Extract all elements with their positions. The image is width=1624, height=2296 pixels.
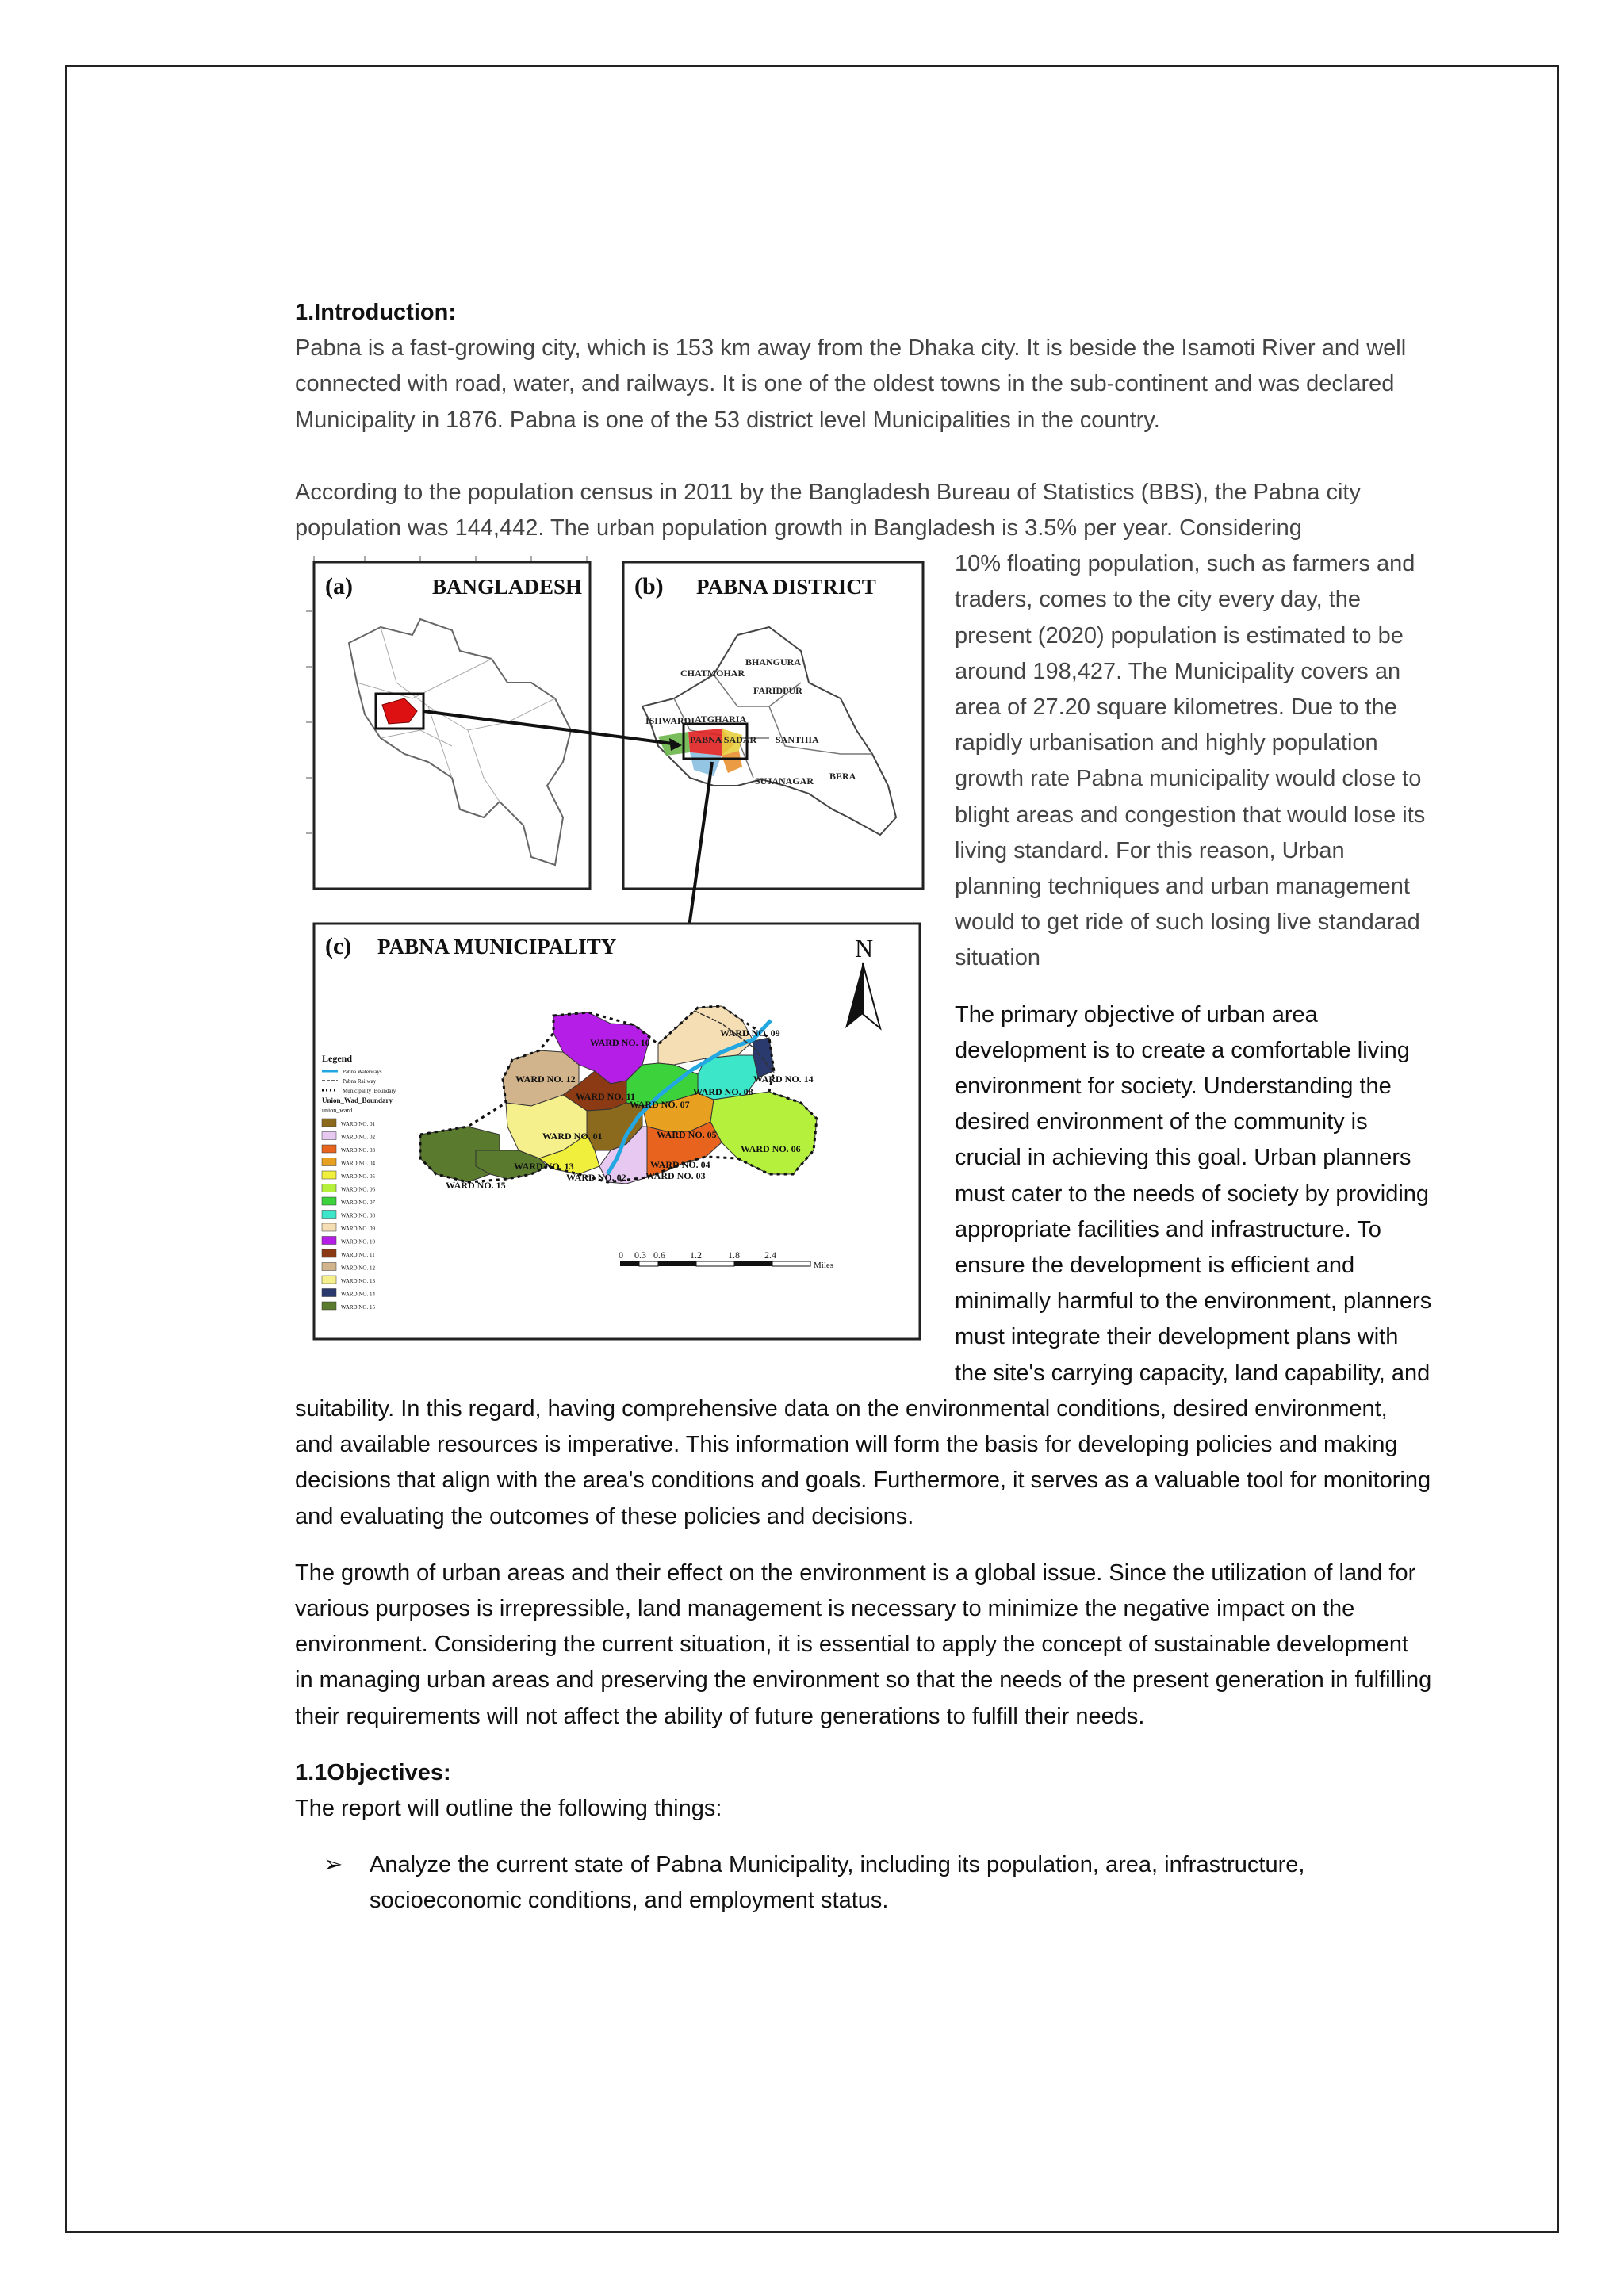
upazila-label: PABNA SADAR xyxy=(690,734,757,746)
legend-swatch xyxy=(322,1197,336,1205)
legend-swatch-label: WARD NO. 05 xyxy=(341,1173,375,1181)
legend-swatch-label: WARD NO. 12 xyxy=(341,1265,375,1272)
map-panel-bangladesh xyxy=(306,556,590,889)
ward-label: WARD NO. 04 xyxy=(650,1159,710,1171)
upazila-label: SANTHIA xyxy=(776,734,819,746)
legend-swatch xyxy=(322,1184,336,1192)
ward-label: WARD NO. 01 xyxy=(542,1131,603,1142)
study-area-map-figure xyxy=(293,548,928,1352)
legend-swatch xyxy=(322,1158,336,1166)
legend-swatch-label: WARD NO. 09 xyxy=(341,1226,375,1233)
legend-swatch xyxy=(322,1119,336,1127)
ward-label: WARD NO. 02 xyxy=(566,1172,626,1184)
legend-subtitle: union_ward xyxy=(322,1107,353,1115)
panel-a-title: BANGLADESH xyxy=(431,575,582,599)
legend-swatch xyxy=(322,1289,336,1297)
ward-label: WARD NO. 12 xyxy=(515,1073,576,1085)
legend-swatch-label: WARD NO. 01 xyxy=(341,1121,375,1128)
document-body xyxy=(295,295,1432,1919)
legend-swatch xyxy=(322,1211,336,1219)
ward-label: WARD NO. 06 xyxy=(741,1143,801,1155)
scale-tick-label: 1.8 xyxy=(728,1249,740,1261)
legend-line-label: Municipality_Boundary xyxy=(343,1088,396,1095)
panel-a-tag: (a) xyxy=(325,573,353,600)
section-heading-objectives: 1.1Objectives: xyxy=(295,1759,451,1785)
map-panel-pabna-municipality xyxy=(314,924,920,1339)
intro-paragraph-3: The primary objective of urban area development is to create a comfortable living environment for society. Understanding the desired environment of the community is crucial in achieving this goal. Urban planners must cater to the needs of society by providing appropriate facilities and infrastructure. To ensure the development is efficient and minimally harmful to the environment, planners must integrate their development plans with the site's carrying capacity, land capability, and suitability. In this regard, having comprehensive data on the environmental conditions, desired environment, and available resources is imperative. This information will form the basis for developing policies and making decisions that align with the area's conditions and goals. Furthermore, it serves as a valuable tool for monitoring and evaluating the outcomes of these policies and decisions. xyxy=(295,1001,1432,1529)
legend-line-label: Pabna Waterways xyxy=(343,1069,382,1076)
legend-swatch-label: WARD NO. 08 xyxy=(341,1212,375,1219)
map-panel-pabna-district xyxy=(623,562,923,889)
intro-paragraph-1: Pabna is a fast-growing city, which is 153 km away from the Dhaka city. It is beside the Isamoti River and well connected with road, water, and railways. It is one of the oldest towns in the sub-continent and was declared Municipality in 1876. Pabna is one of the 53 district level Municipalities in the country. xyxy=(295,335,1407,433)
legend-swatch xyxy=(322,1237,336,1245)
panel-b-title: PABNA DISTRICT xyxy=(696,575,876,599)
intro-paragraph-4: The growth of urban areas and their effect on the environment is a global issue. Since the utilization of land for various purposes is irrepressible, land management is necessary to minimize the negative impact on the environment. Considering the current situation, it is essential to apply the concept of sustainable development in managing urban areas and preserving the environment so that the needs of the present generation in fulfilling their requirements will not affect the ability of future generations to fulfill their needs. xyxy=(295,1559,1432,1729)
objective-text: Analyze the current state of Pabna Municipality, including its population, area, infrastructure, socioeconomic conditions, and employment status. xyxy=(370,1852,1305,1914)
legend-swatch-label: WARD NO. 02 xyxy=(341,1134,375,1141)
upazila-label: SUJANAGAR xyxy=(755,775,814,787)
objectives-intro: The report will outline the following things: xyxy=(295,1795,722,1821)
upazila-label: FARIDPUR xyxy=(753,685,802,697)
legend-swatch-label: WARD NO. 14 xyxy=(341,1291,375,1298)
upazila-label: BERA xyxy=(829,771,856,783)
panel-c-tag: (c) xyxy=(325,933,352,960)
upazila-label: BHANGURA xyxy=(745,656,802,668)
legend-swatch-label: WARD NO. 13 xyxy=(341,1278,375,1285)
legend-swatch-label: WARD NO. 06 xyxy=(341,1186,375,1193)
intro-paragraph-2-lead: According to the population census in 2011 by the Bangladesh Bureau of Statistics (BBS), the Pabna city population was 144,442. The urban population growth in Bangladesh is 3.5% per year. Considering xyxy=(295,479,1361,541)
legend-swatch-label: WARD NO. 04 xyxy=(341,1160,375,1167)
legend-swatch-label: WARD NO. 07 xyxy=(341,1200,375,1207)
objective-bullet-item xyxy=(324,1847,1432,1919)
scale-tick-label: 0.3 xyxy=(634,1249,646,1261)
legend-title: Legend xyxy=(322,1053,353,1065)
scale-tick-label: 2.4 xyxy=(764,1249,776,1261)
ward-label: WARD NO. 05 xyxy=(657,1129,717,1141)
intro-paragraph-2-wrap: 10% floating population, such as farmers and traders, comes to the city every day, the present (2020) population is estimated to be around 198,427. The Municipality covers an area of 27.20 square kilometres. Due to the rapidly urbanisation and highly population growth rate Pabna municipality would close to blight areas and congestion that would lose its living standard. For this reason, Urban planning techniques and urban management would to get ride of such losing live standarad situation xyxy=(955,551,1426,971)
ward-label: WARD NO. 07 xyxy=(630,1099,690,1111)
ward-label: WARD NO. 09 xyxy=(720,1027,780,1039)
panel-c-title: PABNA MUNICIPALITY xyxy=(377,935,617,959)
ward-label: WARD NO. 11 xyxy=(576,1091,636,1103)
legend-swatch-label: WARD NO. 03 xyxy=(341,1147,375,1154)
legend-swatch xyxy=(322,1132,336,1140)
ward-label: WARD NO. 15 xyxy=(446,1180,506,1192)
legend-swatch xyxy=(322,1276,336,1284)
ward-label: WARD NO. 10 xyxy=(590,1037,650,1049)
scale-tick-label: 0 xyxy=(619,1249,623,1261)
section-heading-introduction: 1.Introduction: xyxy=(295,300,456,325)
scale-tick-label: 0.6 xyxy=(653,1249,665,1261)
legend-swatch-label: WARD NO. 11 xyxy=(341,1252,375,1259)
arrow-bullet-icon: ➢ xyxy=(324,1852,343,1878)
scale-unit: Miles xyxy=(814,1261,834,1271)
ward-label: WARD NO. 14 xyxy=(753,1073,814,1085)
legend-swatch xyxy=(322,1302,336,1310)
ward-label: WARD NO. 03 xyxy=(645,1170,706,1182)
panel-b-tag: (b) xyxy=(634,573,664,600)
legend-line-label: Pabna Railway xyxy=(343,1078,377,1085)
legend-swatch-label: WARD NO. 10 xyxy=(341,1238,375,1246)
north-label: N xyxy=(855,934,874,963)
legend-swatch xyxy=(322,1145,336,1153)
upazila-label: ATGHARIA xyxy=(695,714,747,725)
ward-label: WARD NO. 13 xyxy=(514,1161,574,1173)
legend-swatch xyxy=(322,1263,336,1271)
upazila-label: CHATMOHAR xyxy=(680,668,745,679)
legend-swatch xyxy=(322,1223,336,1231)
scale-tick-label: 1.2 xyxy=(690,1249,702,1261)
legend-swatch-label: WARD NO. 15 xyxy=(341,1304,375,1311)
upazila-label: ISHWARDI xyxy=(645,715,695,727)
legend-swatch xyxy=(322,1249,336,1257)
legend-swatch xyxy=(322,1171,336,1179)
ward-label: WARD NO. 08 xyxy=(693,1086,753,1098)
legend-subtitle: Union_Wad_Boundary xyxy=(322,1096,393,1105)
